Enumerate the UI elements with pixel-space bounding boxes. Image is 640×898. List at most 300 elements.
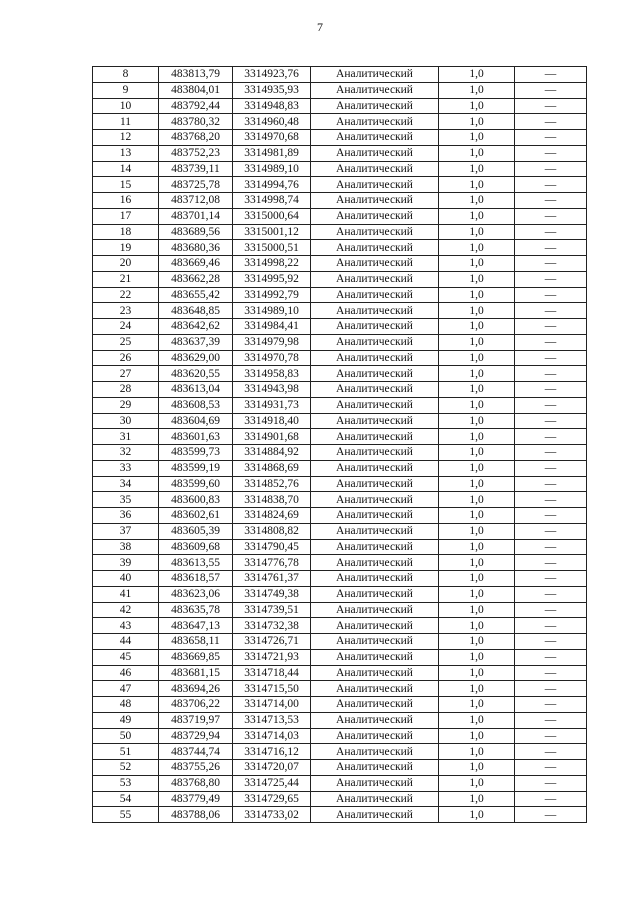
method-cell: Аналитический: [311, 82, 439, 98]
table-row: [93, 634, 587, 650]
method-cell: Аналитический: [311, 476, 439, 492]
note-cell: —: [515, 287, 587, 303]
method-cell: Аналитический: [311, 712, 439, 728]
note-cell: —: [515, 602, 587, 618]
y-coordinate-cell: 3314838,70: [233, 492, 311, 508]
x-coordinate-cell: 483599,19: [159, 460, 233, 476]
y-coordinate-cell: 3314715,50: [233, 681, 311, 697]
point-number-cell: 23: [93, 303, 159, 319]
method-cell: Аналитический: [311, 303, 439, 319]
method-cell: Аналитический: [311, 791, 439, 807]
method-cell: Аналитический: [311, 366, 439, 382]
accuracy-cell: 1,0: [439, 555, 515, 571]
table-row: [93, 382, 587, 398]
y-coordinate-cell: 3314948,83: [233, 98, 311, 114]
x-coordinate-cell: 483635,78: [159, 602, 233, 618]
table-row: [93, 193, 587, 209]
y-coordinate-cell: 3315000,51: [233, 240, 311, 256]
accuracy-cell: 1,0: [439, 413, 515, 429]
page-number: 7: [317, 20, 323, 34]
point-number-cell: 16: [93, 193, 159, 209]
method-cell: Аналитический: [311, 224, 439, 240]
note-cell: —: [515, 334, 587, 350]
method-cell: Аналитический: [311, 445, 439, 461]
note-cell: —: [515, 476, 587, 492]
note-cell: —: [515, 397, 587, 413]
note-cell: —: [515, 571, 587, 587]
table-row: [93, 476, 587, 492]
accuracy-cell: 1,0: [439, 618, 515, 634]
x-coordinate-cell: 483712,08: [159, 193, 233, 209]
y-coordinate-cell: 3314718,44: [233, 665, 311, 681]
table-row: [93, 240, 587, 256]
point-number-cell: 18: [93, 224, 159, 240]
accuracy-cell: 1,0: [439, 177, 515, 193]
point-number-cell: 9: [93, 82, 159, 98]
accuracy-cell: 1,0: [439, 287, 515, 303]
method-cell: Аналитический: [311, 523, 439, 539]
y-coordinate-cell: 3314725,44: [233, 775, 311, 791]
point-number-cell: 10: [93, 98, 159, 114]
note-cell: —: [515, 413, 587, 429]
x-coordinate-cell: 483804,01: [159, 82, 233, 98]
note-cell: —: [515, 508, 587, 524]
accuracy-cell: 1,0: [439, 476, 515, 492]
y-coordinate-cell: 3314868,69: [233, 460, 311, 476]
accuracy-cell: 1,0: [439, 67, 515, 83]
method-cell: Аналитический: [311, 744, 439, 760]
method-cell: Аналитический: [311, 271, 439, 287]
x-coordinate-cell: 483669,46: [159, 256, 233, 272]
accuracy-cell: 1,0: [439, 224, 515, 240]
table-row: [93, 775, 587, 791]
point-number-cell: 20: [93, 256, 159, 272]
point-number-cell: 19: [93, 240, 159, 256]
point-number-cell: 41: [93, 586, 159, 602]
method-cell: Аналитический: [311, 397, 439, 413]
method-cell: Аналитический: [311, 287, 439, 303]
x-coordinate-cell: 483608,53: [159, 397, 233, 413]
note-cell: —: [515, 523, 587, 539]
x-coordinate-cell: 483752,23: [159, 145, 233, 161]
accuracy-cell: 1,0: [439, 807, 515, 823]
accuracy-cell: 1,0: [439, 429, 515, 445]
table-row: [93, 177, 587, 193]
method-cell: Аналитический: [311, 555, 439, 571]
method-cell: Аналитический: [311, 98, 439, 114]
table-row: [93, 807, 587, 823]
x-coordinate-cell: 483642,62: [159, 319, 233, 335]
x-coordinate-cell: 483620,55: [159, 366, 233, 382]
method-cell: Аналитический: [311, 681, 439, 697]
accuracy-cell: 1,0: [439, 586, 515, 602]
point-number-cell: 37: [93, 523, 159, 539]
table-row: [93, 697, 587, 713]
table-row: [93, 555, 587, 571]
accuracy-cell: 1,0: [439, 256, 515, 272]
accuracy-cell: 1,0: [439, 208, 515, 224]
accuracy-cell: 1,0: [439, 712, 515, 728]
note-cell: —: [515, 634, 587, 650]
y-coordinate-cell: 3314714,03: [233, 728, 311, 744]
point-number-cell: 54: [93, 791, 159, 807]
accuracy-cell: 1,0: [439, 602, 515, 618]
point-number-cell: 45: [93, 649, 159, 665]
y-coordinate-cell: 3314726,71: [233, 634, 311, 650]
method-cell: Аналитический: [311, 492, 439, 508]
table-row: [93, 114, 587, 130]
note-cell: —: [515, 807, 587, 823]
note-cell: —: [515, 319, 587, 335]
table-row: [93, 744, 587, 760]
table-row: [93, 287, 587, 303]
y-coordinate-cell: 3315001,12: [233, 224, 311, 240]
accuracy-cell: 1,0: [439, 366, 515, 382]
y-coordinate-cell: 3314776,78: [233, 555, 311, 571]
x-coordinate-cell: 483602,61: [159, 508, 233, 524]
x-coordinate-cell: 483813,79: [159, 67, 233, 83]
point-number-cell: 36: [93, 508, 159, 524]
accuracy-cell: 1,0: [439, 791, 515, 807]
method-cell: Аналитический: [311, 256, 439, 272]
x-coordinate-cell: 483599,60: [159, 476, 233, 492]
note-cell: —: [515, 82, 587, 98]
method-cell: Аналитический: [311, 193, 439, 209]
method-cell: Аналитический: [311, 429, 439, 445]
y-coordinate-cell: 3314901,68: [233, 429, 311, 445]
x-coordinate-cell: 483780,32: [159, 114, 233, 130]
method-cell: Аналитический: [311, 460, 439, 476]
y-coordinate-cell: 3314824,69: [233, 508, 311, 524]
x-coordinate-cell: 483680,36: [159, 240, 233, 256]
point-number-cell: 30: [93, 413, 159, 429]
note-cell: —: [515, 240, 587, 256]
note-cell: —: [515, 145, 587, 161]
note-cell: —: [515, 775, 587, 791]
note-cell: —: [515, 114, 587, 130]
method-cell: Аналитический: [311, 319, 439, 335]
point-number-cell: 33: [93, 460, 159, 476]
table-row: [93, 602, 587, 618]
y-coordinate-cell: 3314931,73: [233, 397, 311, 413]
x-coordinate-cell: 483788,06: [159, 807, 233, 823]
point-number-cell: 12: [93, 130, 159, 146]
x-coordinate-cell: 483681,15: [159, 665, 233, 681]
note-cell: —: [515, 177, 587, 193]
point-number-cell: 8: [93, 67, 159, 83]
note-cell: —: [515, 224, 587, 240]
point-number-cell: 15: [93, 177, 159, 193]
table-row: [93, 413, 587, 429]
y-coordinate-cell: 3314943,98: [233, 382, 311, 398]
table-row: [93, 492, 587, 508]
note-cell: —: [515, 303, 587, 319]
x-coordinate-cell: 483623,06: [159, 586, 233, 602]
accuracy-cell: 1,0: [439, 760, 515, 776]
note-cell: —: [515, 618, 587, 634]
note-cell: —: [515, 382, 587, 398]
accuracy-cell: 1,0: [439, 508, 515, 524]
y-coordinate-cell: 3314721,93: [233, 649, 311, 665]
y-coordinate-cell: 3314714,00: [233, 697, 311, 713]
method-cell: Аналитический: [311, 649, 439, 665]
y-coordinate-cell: 3314935,93: [233, 82, 311, 98]
method-cell: Аналитический: [311, 350, 439, 366]
point-number-cell: 32: [93, 445, 159, 461]
accuracy-cell: 1,0: [439, 665, 515, 681]
note-cell: —: [515, 256, 587, 272]
x-coordinate-cell: 483694,26: [159, 681, 233, 697]
accuracy-cell: 1,0: [439, 193, 515, 209]
point-number-cell: 34: [93, 476, 159, 492]
x-coordinate-cell: 483792,44: [159, 98, 233, 114]
note-cell: —: [515, 791, 587, 807]
y-coordinate-cell: 3314732,38: [233, 618, 311, 634]
y-coordinate-cell: 3314958,83: [233, 366, 311, 382]
x-coordinate-cell: 483729,94: [159, 728, 233, 744]
table-row: [93, 571, 587, 587]
point-number-cell: 40: [93, 571, 159, 587]
method-cell: Аналитический: [311, 760, 439, 776]
accuracy-cell: 1,0: [439, 571, 515, 587]
accuracy-cell: 1,0: [439, 271, 515, 287]
method-cell: Аналитический: [311, 145, 439, 161]
method-cell: Аналитический: [311, 114, 439, 130]
point-number-cell: 49: [93, 712, 159, 728]
accuracy-cell: 1,0: [439, 82, 515, 98]
note-cell: —: [515, 67, 587, 83]
method-cell: Аналитический: [311, 334, 439, 350]
y-coordinate-cell: 3314989,10: [233, 303, 311, 319]
y-coordinate-cell: 3314739,51: [233, 602, 311, 618]
table-row: [93, 256, 587, 272]
x-coordinate-cell: 483744,74: [159, 744, 233, 760]
y-coordinate-cell: 3314970,78: [233, 350, 311, 366]
x-coordinate-cell: 483609,68: [159, 539, 233, 555]
note-cell: —: [515, 744, 587, 760]
table-row: [93, 429, 587, 445]
y-coordinate-cell: 3314749,38: [233, 586, 311, 602]
point-number-cell: 22: [93, 287, 159, 303]
point-number-cell: 24: [93, 319, 159, 335]
x-coordinate-cell: 483604,69: [159, 413, 233, 429]
y-coordinate-cell: 3314995,92: [233, 271, 311, 287]
point-number-cell: 31: [93, 429, 159, 445]
y-coordinate-cell: 3314981,89: [233, 145, 311, 161]
accuracy-cell: 1,0: [439, 334, 515, 350]
y-coordinate-cell: 3314713,53: [233, 712, 311, 728]
x-coordinate-cell: 483768,20: [159, 130, 233, 146]
coordinates-table-body: [93, 67, 587, 823]
table-row: [93, 319, 587, 335]
x-coordinate-cell: 483605,39: [159, 523, 233, 539]
accuracy-cell: 1,0: [439, 728, 515, 744]
method-cell: Аналитический: [311, 807, 439, 823]
table-row: [93, 271, 587, 287]
note-cell: —: [515, 208, 587, 224]
accuracy-cell: 1,0: [439, 397, 515, 413]
y-coordinate-cell: 3314923,76: [233, 67, 311, 83]
table-row: [93, 82, 587, 98]
y-coordinate-cell: 3314960,48: [233, 114, 311, 130]
point-number-cell: 35: [93, 492, 159, 508]
note-cell: —: [515, 539, 587, 555]
x-coordinate-cell: 483647,13: [159, 618, 233, 634]
x-coordinate-cell: 483739,11: [159, 161, 233, 177]
accuracy-cell: 1,0: [439, 539, 515, 555]
coordinates-table: [92, 66, 587, 823]
y-coordinate-cell: 3314790,45: [233, 539, 311, 555]
x-coordinate-cell: 483725,78: [159, 177, 233, 193]
x-coordinate-cell: 483689,56: [159, 224, 233, 240]
accuracy-cell: 1,0: [439, 303, 515, 319]
table-row: [93, 728, 587, 744]
table-row: [93, 224, 587, 240]
x-coordinate-cell: 483601,63: [159, 429, 233, 445]
method-cell: Аналитический: [311, 665, 439, 681]
accuracy-cell: 1,0: [439, 240, 515, 256]
y-coordinate-cell: 3314979,98: [233, 334, 311, 350]
table-row: [93, 539, 587, 555]
y-coordinate-cell: 3314720,07: [233, 760, 311, 776]
method-cell: Аналитический: [311, 539, 439, 555]
x-coordinate-cell: 483719,97: [159, 712, 233, 728]
y-coordinate-cell: 3314852,76: [233, 476, 311, 492]
table-row: [93, 649, 587, 665]
x-coordinate-cell: 483629,00: [159, 350, 233, 366]
table-row: [93, 145, 587, 161]
accuracy-cell: 1,0: [439, 350, 515, 366]
y-coordinate-cell: 3315000,64: [233, 208, 311, 224]
point-number-cell: 25: [93, 334, 159, 350]
point-number-cell: 29: [93, 397, 159, 413]
note-cell: —: [515, 681, 587, 697]
note-cell: —: [515, 492, 587, 508]
x-coordinate-cell: 483600,83: [159, 492, 233, 508]
table-row: [93, 681, 587, 697]
method-cell: Аналитический: [311, 508, 439, 524]
point-number-cell: 43: [93, 618, 159, 634]
table-row: [93, 303, 587, 319]
method-cell: Аналитический: [311, 177, 439, 193]
table-row: [93, 67, 587, 83]
method-cell: Аналитический: [311, 240, 439, 256]
accuracy-cell: 1,0: [439, 649, 515, 665]
accuracy-cell: 1,0: [439, 382, 515, 398]
point-number-cell: 48: [93, 697, 159, 713]
point-number-cell: 28: [93, 382, 159, 398]
x-coordinate-cell: 483618,57: [159, 571, 233, 587]
y-coordinate-cell: 3314729,65: [233, 791, 311, 807]
accuracy-cell: 1,0: [439, 130, 515, 146]
point-number-cell: 53: [93, 775, 159, 791]
y-coordinate-cell: 3314716,12: [233, 744, 311, 760]
note-cell: —: [515, 271, 587, 287]
x-coordinate-cell: 483599,73: [159, 445, 233, 461]
table-row: [93, 508, 587, 524]
x-coordinate-cell: 483779,49: [159, 791, 233, 807]
x-coordinate-cell: 483662,28: [159, 271, 233, 287]
accuracy-cell: 1,0: [439, 460, 515, 476]
method-cell: Аналитический: [311, 775, 439, 791]
accuracy-cell: 1,0: [439, 98, 515, 114]
table-row: [93, 586, 587, 602]
y-coordinate-cell: 3314918,40: [233, 413, 311, 429]
y-coordinate-cell: 3314998,74: [233, 193, 311, 209]
x-coordinate-cell: 483658,11: [159, 634, 233, 650]
table-row: [93, 397, 587, 413]
table-row: [93, 523, 587, 539]
point-number-cell: 47: [93, 681, 159, 697]
y-coordinate-cell: 3314970,68: [233, 130, 311, 146]
note-cell: —: [515, 760, 587, 776]
method-cell: Аналитический: [311, 382, 439, 398]
method-cell: Аналитический: [311, 161, 439, 177]
note-cell: —: [515, 586, 587, 602]
point-number-cell: 11: [93, 114, 159, 130]
method-cell: Аналитический: [311, 67, 439, 83]
x-coordinate-cell: 483637,39: [159, 334, 233, 350]
note-cell: —: [515, 98, 587, 114]
x-coordinate-cell: 483613,04: [159, 382, 233, 398]
method-cell: Аналитический: [311, 413, 439, 429]
point-number-cell: 52: [93, 760, 159, 776]
accuracy-cell: 1,0: [439, 634, 515, 650]
table-row: [93, 460, 587, 476]
method-cell: Аналитический: [311, 208, 439, 224]
table-row: [93, 712, 587, 728]
point-number-cell: 46: [93, 665, 159, 681]
y-coordinate-cell: 3314994,76: [233, 177, 311, 193]
point-number-cell: 51: [93, 744, 159, 760]
point-number-cell: 39: [93, 555, 159, 571]
note-cell: —: [515, 712, 587, 728]
point-number-cell: 13: [93, 145, 159, 161]
point-number-cell: 26: [93, 350, 159, 366]
accuracy-cell: 1,0: [439, 114, 515, 130]
point-number-cell: 55: [93, 807, 159, 823]
method-cell: Аналитический: [311, 602, 439, 618]
table-row: [93, 760, 587, 776]
accuracy-cell: 1,0: [439, 775, 515, 791]
accuracy-cell: 1,0: [439, 744, 515, 760]
method-cell: Аналитический: [311, 130, 439, 146]
x-coordinate-cell: 483648,85: [159, 303, 233, 319]
y-coordinate-cell: 3314989,10: [233, 161, 311, 177]
table-row: [93, 618, 587, 634]
accuracy-cell: 1,0: [439, 319, 515, 335]
point-number-cell: 50: [93, 728, 159, 744]
y-coordinate-cell: 3314808,82: [233, 523, 311, 539]
table-row: [93, 130, 587, 146]
x-coordinate-cell: 483669,85: [159, 649, 233, 665]
table-row: [93, 334, 587, 350]
method-cell: Аналитический: [311, 586, 439, 602]
x-coordinate-cell: 483768,80: [159, 775, 233, 791]
table-row: [93, 98, 587, 114]
method-cell: Аналитический: [311, 634, 439, 650]
note-cell: —: [515, 728, 587, 744]
method-cell: Аналитический: [311, 728, 439, 744]
accuracy-cell: 1,0: [439, 523, 515, 539]
table-row: [93, 350, 587, 366]
table-row: [93, 366, 587, 382]
note-cell: —: [515, 350, 587, 366]
accuracy-cell: 1,0: [439, 681, 515, 697]
x-coordinate-cell: 483701,14: [159, 208, 233, 224]
note-cell: —: [515, 429, 587, 445]
accuracy-cell: 1,0: [439, 161, 515, 177]
